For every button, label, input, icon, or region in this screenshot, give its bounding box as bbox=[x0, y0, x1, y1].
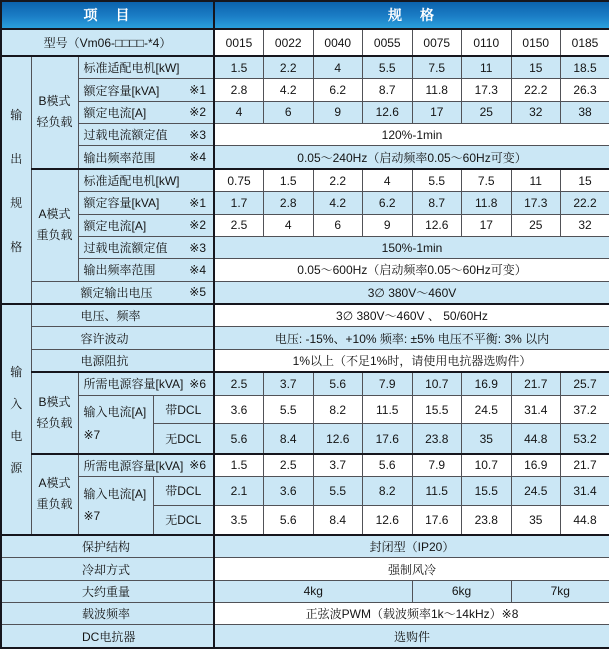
value-cell: 21.7 bbox=[511, 372, 561, 395]
model-value-cell: 0055 bbox=[363, 29, 413, 56]
value-cell: 44.8 bbox=[561, 505, 609, 535]
value-cell: 38 bbox=[561, 101, 609, 123]
header-item-label: 项 目 bbox=[1, 1, 214, 29]
value-cell: 3.7 bbox=[264, 372, 314, 395]
row-input-a-with-dcl bbox=[1, 477, 609, 506]
dcl-option-cell: 无DCL bbox=[153, 424, 214, 454]
value-cell: 17.6 bbox=[363, 424, 413, 454]
value-cell: 5.5 bbox=[313, 477, 363, 506]
value-cell: 15 bbox=[511, 56, 561, 79]
value-cell: 22.2 bbox=[561, 192, 609, 214]
span-value-cell: 150%-1min bbox=[214, 236, 609, 258]
value-cell: 3.6 bbox=[264, 477, 314, 506]
value-cell: 0.75 bbox=[214, 169, 264, 192]
row-label-cell: 输出频率范围 ※4 bbox=[78, 259, 214, 281]
value-cell: 8.4 bbox=[313, 505, 363, 535]
value-cell: 7.9 bbox=[412, 454, 462, 477]
row-input-b-supply bbox=[1, 372, 609, 395]
row-output-a-current bbox=[1, 214, 609, 236]
row-label-cell: 所需电源容量[kVA] ※6 bbox=[78, 454, 214, 477]
value-cell: 11 bbox=[511, 169, 561, 192]
value-cell: 31.4 bbox=[511, 395, 561, 424]
value-cell: 25 bbox=[462, 101, 512, 123]
value-cell: 8.7 bbox=[412, 192, 462, 214]
value-cell: 8.2 bbox=[363, 477, 413, 506]
value-cell: 12.6 bbox=[412, 214, 462, 236]
section-input-char: 电 bbox=[10, 428, 23, 443]
dcl-option-cell: 带DCL bbox=[153, 477, 214, 506]
value-cell: 23.8 bbox=[462, 505, 512, 535]
value-cell: 15 bbox=[561, 169, 609, 192]
section-input-char: 源 bbox=[10, 460, 23, 475]
value-cell: 25.7 bbox=[561, 372, 609, 395]
value-cell: 4 bbox=[214, 101, 264, 123]
value-cell: 6.2 bbox=[363, 192, 413, 214]
row-output-a-overload bbox=[1, 236, 609, 258]
row-output-b-capacity bbox=[1, 79, 609, 101]
value-cell: 2.2 bbox=[264, 56, 314, 79]
span-value-cell: 强制风冷 bbox=[214, 558, 609, 580]
value-cell: 8.4 bbox=[264, 424, 314, 454]
value-cell: 11.8 bbox=[462, 192, 512, 214]
model-value-cell: 0040 bbox=[313, 29, 363, 56]
value-cell: 6.2 bbox=[313, 79, 363, 101]
row-label-cell: 大约重量 bbox=[1, 580, 214, 602]
value-cell: 1.5 bbox=[214, 56, 264, 79]
row-label-cell: 保护结构 bbox=[1, 535, 214, 558]
section-label-output bbox=[1, 56, 31, 304]
row-label-cell: 电源阻抗 bbox=[31, 349, 214, 372]
value-cell: 24.5 bbox=[462, 395, 512, 424]
value-cell: 1.7 bbox=[214, 192, 264, 214]
row-label-cell: 标准适配电机[kW] bbox=[78, 169, 214, 192]
value-cell: 17.3 bbox=[511, 192, 561, 214]
group-label-a-heavy: A模式 重负载 bbox=[31, 454, 78, 535]
value-cell: 4.2 bbox=[264, 79, 314, 101]
input-current-label-cell: 输入电流[A] ※7 bbox=[78, 395, 153, 453]
value-cell: 35 bbox=[511, 505, 561, 535]
value-cell: 9 bbox=[313, 101, 363, 123]
value-cell: 4 bbox=[313, 56, 363, 79]
model-row bbox=[1, 29, 609, 56]
value-cell: 15.5 bbox=[462, 477, 512, 506]
value-cell: 17.3 bbox=[462, 79, 512, 101]
table-header-row bbox=[1, 1, 609, 29]
value-cell: 17 bbox=[412, 101, 462, 123]
value-cell: 31.4 bbox=[561, 477, 609, 506]
value-cell: 3.7 bbox=[313, 454, 363, 477]
value-cell: 16.9 bbox=[462, 372, 512, 395]
value-cell: 5.6 bbox=[264, 505, 314, 535]
group-label-b-light: B模式 轻负载 bbox=[31, 372, 78, 453]
weight-value-cell: 6kg bbox=[412, 580, 511, 602]
value-cell: 37.2 bbox=[561, 395, 609, 424]
value-cell: 17 bbox=[462, 214, 512, 236]
value-cell: 6 bbox=[264, 101, 314, 123]
value-cell: 11 bbox=[462, 56, 512, 79]
section-output-char: 格 bbox=[10, 239, 23, 254]
value-cell: 1.5 bbox=[264, 169, 314, 192]
value-cell: 3.6 bbox=[214, 395, 264, 424]
span-value-cell: 3∅ 380V～460V 、 50/60Hz bbox=[214, 304, 609, 327]
weight-value-cell: 7kg bbox=[511, 580, 609, 602]
value-cell: 9 bbox=[363, 214, 413, 236]
value-cell: 5.5 bbox=[363, 56, 413, 79]
value-cell: 22.2 bbox=[511, 79, 561, 101]
value-cell: 26.3 bbox=[561, 79, 609, 101]
span-value-cell: 120%-1min bbox=[214, 124, 609, 146]
value-cell: 6 bbox=[313, 214, 363, 236]
row-label-cell: 输出频率范围 ※4 bbox=[78, 146, 214, 169]
value-cell: 12.6 bbox=[363, 101, 413, 123]
value-cell: 1.5 bbox=[214, 454, 264, 477]
row-label-cell: 所需电源容量[kVA] ※6 bbox=[78, 372, 214, 395]
row-label-cell: 冷却方式 bbox=[1, 558, 214, 580]
input-current-label-cell: 输入电流[A] ※7 bbox=[78, 477, 153, 535]
row-output-b-current bbox=[1, 101, 609, 123]
value-cell: 7.5 bbox=[412, 56, 462, 79]
section-output-char: 出 bbox=[10, 151, 23, 166]
row-label-cell: 额定容量[kVA] ※1 bbox=[78, 79, 214, 101]
section-output-char: 规 bbox=[10, 195, 23, 210]
span-value-cell: 正弦波PWM（载波频率1k～14kHz）※8 bbox=[214, 603, 609, 625]
row-dc-reactor bbox=[1, 625, 609, 648]
value-cell: 44.8 bbox=[511, 424, 561, 454]
span-value-cell: 0.05～600Hz（启动频率0.05～60Hz可变） bbox=[214, 259, 609, 281]
value-cell: 10.7 bbox=[412, 372, 462, 395]
model-value-cell: 0185 bbox=[561, 29, 609, 56]
value-cell: 11.8 bbox=[412, 79, 462, 101]
value-cell: 53.2 bbox=[561, 424, 609, 454]
row-label-cell: 载波频率 bbox=[1, 603, 214, 625]
value-cell: 12.6 bbox=[363, 505, 413, 535]
value-cell: 2.8 bbox=[214, 79, 264, 101]
value-cell: 3.5 bbox=[214, 505, 264, 535]
row-cooling bbox=[1, 558, 609, 580]
section-output-char: 输 bbox=[10, 107, 23, 122]
value-cell: 32 bbox=[561, 214, 609, 236]
value-cell: 18.5 bbox=[561, 56, 609, 79]
model-label: 型号（Vm06-□□□□-*4） bbox=[43, 36, 172, 50]
dcl-option-cell: 带DCL bbox=[153, 395, 214, 424]
row-label-cell: 额定电流[A] ※2 bbox=[78, 101, 214, 123]
row-label-cell: DC电抗器 bbox=[1, 625, 214, 648]
value-cell: 23.8 bbox=[412, 424, 462, 454]
value-cell: 4.2 bbox=[313, 192, 363, 214]
value-cell: 2.5 bbox=[214, 372, 264, 395]
span-value-cell: 1%以上（不足1%时，请使用电抗器选购件） bbox=[214, 349, 609, 372]
row-label-cell: 标准适配电机[kW] bbox=[78, 56, 214, 79]
row-label-cell: 额定输出电压 ※5 bbox=[31, 281, 214, 304]
value-cell: 2.5 bbox=[214, 214, 264, 236]
row-label-cell: 过载电流额定值 ※3 bbox=[78, 236, 214, 258]
row-label-cell: 额定容量[kVA] ※1 bbox=[78, 192, 214, 214]
section-input-char: 输 bbox=[10, 364, 23, 379]
row-protection bbox=[1, 535, 609, 558]
section-label-input bbox=[1, 304, 31, 535]
row-rated-output-voltage bbox=[1, 281, 609, 304]
row-input-b-with-dcl bbox=[1, 395, 609, 424]
value-cell: 24.5 bbox=[511, 477, 561, 506]
value-cell: 10.7 bbox=[462, 454, 512, 477]
model-value-cell: 0075 bbox=[412, 29, 462, 56]
value-cell: 25 bbox=[511, 214, 561, 236]
value-cell: 35 bbox=[462, 424, 512, 454]
span-value-cell: 0.05～240Hz（启动频率0.05～60Hz可变） bbox=[214, 146, 609, 169]
span-value-cell: 电压: -15%、+10% 频率: ±5% 电压不平衡: 3% 以内 bbox=[214, 327, 609, 349]
value-cell: 2.8 bbox=[264, 192, 314, 214]
value-cell: 2.2 bbox=[313, 169, 363, 192]
value-cell: 4 bbox=[363, 169, 413, 192]
value-cell: 8.7 bbox=[363, 79, 413, 101]
value-cell: 2.5 bbox=[264, 454, 314, 477]
value-cell: 8.2 bbox=[313, 395, 363, 424]
model-value-cell: 0022 bbox=[264, 29, 314, 56]
row-label-cell: 过载电流额定值 ※3 bbox=[78, 124, 214, 146]
value-cell: 11.5 bbox=[412, 477, 462, 506]
section-input-char: 入 bbox=[10, 396, 23, 411]
value-cell: 5.5 bbox=[264, 395, 314, 424]
value-cell: 7.5 bbox=[462, 169, 512, 192]
value-cell: 15.5 bbox=[412, 395, 462, 424]
row-input-impedance bbox=[1, 349, 609, 372]
model-value-cell: 0015 bbox=[214, 29, 264, 56]
value-cell: 5.6 bbox=[363, 454, 413, 477]
row-label-cell: 电压、频率 bbox=[31, 304, 214, 327]
dcl-option-cell: 无DCL bbox=[153, 505, 214, 535]
model-label-cell bbox=[1, 29, 214, 56]
value-cell: 12.6 bbox=[313, 424, 363, 454]
group-label-b-light: B模式 轻负载 bbox=[31, 56, 78, 169]
value-cell: 32 bbox=[511, 101, 561, 123]
value-cell: 11.5 bbox=[363, 395, 413, 424]
row-output-b-motor bbox=[1, 56, 609, 79]
model-value-cell: 0110 bbox=[462, 29, 512, 56]
span-value-cell: 选购件 bbox=[214, 625, 609, 648]
row-label-cell: 额定电流[A] ※2 bbox=[78, 214, 214, 236]
weight-value-cell: 4kg bbox=[214, 580, 412, 602]
value-cell: 5.5 bbox=[412, 169, 462, 192]
row-output-b-freq-range bbox=[1, 146, 609, 169]
span-value-cell: 封闭型（IP20） bbox=[214, 535, 609, 558]
header-spec-label: 规 格 bbox=[214, 1, 609, 29]
model-value-cell: 0150 bbox=[511, 29, 561, 56]
row-input-voltage-freq bbox=[1, 304, 609, 327]
row-output-a-motor bbox=[1, 169, 609, 192]
span-value-cell: 3∅ 380V～460V bbox=[214, 281, 609, 304]
value-cell: 5.6 bbox=[313, 372, 363, 395]
value-cell: 16.9 bbox=[511, 454, 561, 477]
row-output-a-capacity bbox=[1, 192, 609, 214]
group-label-a-heavy: A模式 重负载 bbox=[31, 169, 78, 281]
value-cell: 21.7 bbox=[561, 454, 609, 477]
value-cell: 4 bbox=[264, 214, 314, 236]
row-weight bbox=[1, 580, 609, 602]
value-cell: 17.6 bbox=[412, 505, 462, 535]
value-cell: 5.6 bbox=[214, 424, 264, 454]
row-input-a-supply bbox=[1, 454, 609, 477]
row-input-fluctuation bbox=[1, 327, 609, 349]
row-output-b-overload bbox=[1, 124, 609, 146]
value-cell: 7.9 bbox=[363, 372, 413, 395]
row-label-cell: 容许波动 bbox=[31, 327, 214, 349]
value-cell: 2.1 bbox=[214, 477, 264, 506]
row-carrier-frequency bbox=[1, 603, 609, 625]
row-output-a-freq-range bbox=[1, 259, 609, 281]
